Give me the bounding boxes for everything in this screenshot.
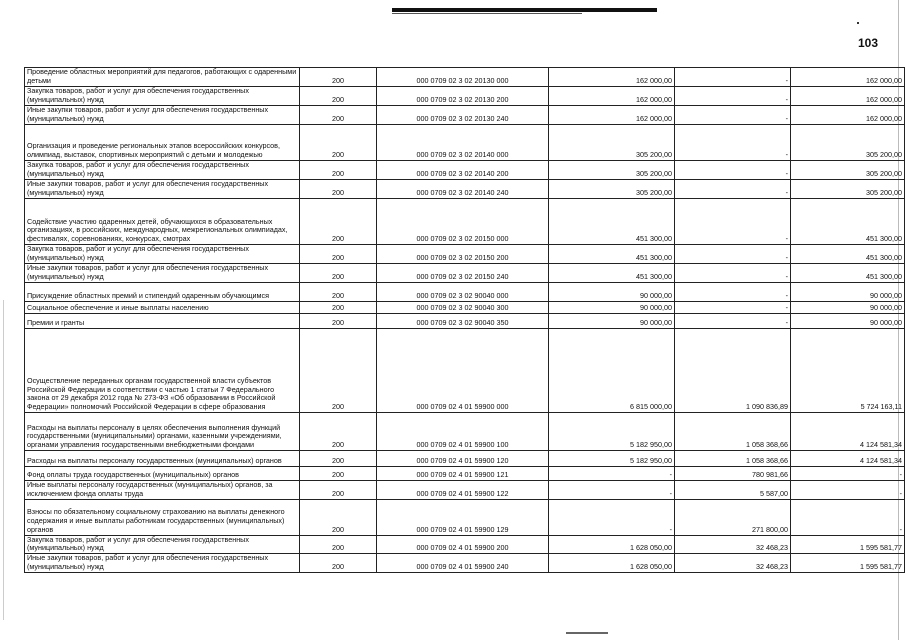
- row-classification-code: 000 0709 02 3 02 20150 000: [377, 199, 549, 245]
- row-executed-amount: -: [675, 283, 791, 302]
- row-approved-amount: 451 300,00: [549, 199, 675, 245]
- row-approved-amount: 305 200,00: [549, 161, 675, 180]
- scan-speck: [857, 22, 859, 24]
- row-executed-amount: -: [675, 106, 791, 125]
- budget-table: [24, 67, 905, 573]
- row-executed-amount: 271 800,00: [675, 499, 791, 535]
- row-code: 200: [300, 329, 377, 413]
- table-row: [25, 413, 905, 451]
- row-classification-code: 000 0709 02 3 02 20130 240: [377, 106, 549, 125]
- table-row: [25, 451, 905, 467]
- row-approved-amount: 5 182 950,00: [549, 451, 675, 467]
- row-unexecuted-amount: 4 124 581,34: [791, 413, 905, 451]
- table-row: [25, 302, 905, 314]
- row-classification-code: 000 0709 02 3 02 20150 200: [377, 245, 549, 264]
- table-row: [25, 554, 905, 573]
- row-classification-code: 000 0709 02 4 01 59900 129: [377, 499, 549, 535]
- row-code: 200: [300, 467, 377, 481]
- row-approved-amount: 1 628 050,00: [549, 554, 675, 573]
- row-code: 200: [300, 199, 377, 245]
- row-name: Осуществление переданных органам государственной власти субъектов Российской Федерации в соответствии с частью 1 статьи 7 Федерального закона от 29 декабря 2012 года № 273-ФЗ «Об образовании в Российской Федерации» полномочий Российской Федерации в сфере образования: [25, 329, 300, 413]
- table-row: [25, 125, 905, 161]
- row-classification-code: 000 0709 02 4 01 59900 240: [377, 554, 549, 573]
- row-classification-code: 000 0709 02 4 01 59900 000: [377, 329, 549, 413]
- table-row: [25, 87, 905, 106]
- row-approved-amount: 90 000,00: [549, 302, 675, 314]
- row-executed-amount: -: [675, 125, 791, 161]
- table-row: [25, 68, 905, 87]
- row-name: Расходы на выплаты персоналу государственных (муниципальных) органов: [25, 451, 300, 467]
- row-executed-amount: -: [675, 68, 791, 87]
- row-executed-amount: -: [675, 199, 791, 245]
- row-name: Закупка товаров, работ и услуг для обеспечения государственных (муниципальных) нужд: [25, 245, 300, 264]
- row-code: 200: [300, 481, 377, 500]
- row-name: Расходы на выплаты персоналу в целях обеспечения выполнения функций государственными (муниципальными) органами, казенными учреждениями, органами управления государственными внебюджетными фондами: [25, 413, 300, 451]
- row-code: 200: [300, 106, 377, 125]
- table-row: [25, 180, 905, 199]
- row-name: Присуждение областных премий и стипендий одаренным обучающимся: [25, 283, 300, 302]
- row-executed-amount: -: [675, 87, 791, 106]
- row-unexecuted-amount: 4 124 581,34: [791, 451, 905, 467]
- row-name: Проведение областных мероприятий для педагогов, работающих с одаренными детьми: [25, 68, 300, 87]
- row-unexecuted-amount: 305 200,00: [791, 161, 905, 180]
- row-code: 200: [300, 535, 377, 554]
- row-approved-amount: 1 628 050,00: [549, 535, 675, 554]
- row-name: Социальное обеспечение и иные выплаты населению: [25, 302, 300, 314]
- row-executed-amount: 1 058 368,66: [675, 413, 791, 451]
- page-number: 103: [858, 36, 879, 50]
- table-row: [25, 283, 905, 302]
- table-row: [25, 314, 905, 329]
- row-classification-code: 000 0709 02 4 01 59900 120: [377, 451, 549, 467]
- row-name: Содействие участию одаренных детей, обучающихся в образовательных организациях, в российских, международных, межрегиональных олимпиадах, фестивалях, соревнованиях, конкурсах, смотрах: [25, 199, 300, 245]
- table-row: [25, 161, 905, 180]
- row-unexecuted-amount: 162 000,00: [791, 68, 905, 87]
- table-row: [25, 535, 905, 554]
- row-code: 200: [300, 245, 377, 264]
- header-rule-thin: [392, 13, 582, 14]
- row-code: 200: [300, 302, 377, 314]
- table-row: [25, 481, 905, 500]
- footer-mark: [566, 632, 608, 634]
- table-row: [25, 245, 905, 264]
- row-approved-amount: 90 000,00: [549, 314, 675, 329]
- row-name: Иные закупки товаров, работ и услуг для обеспечения государственных (муниципальных) нужд: [25, 180, 300, 199]
- row-classification-code: 000 0709 02 3 02 20130 000: [377, 68, 549, 87]
- row-executed-amount: 780 981,66: [675, 467, 791, 481]
- row-executed-amount: -: [675, 161, 791, 180]
- header-rule: [392, 8, 657, 12]
- row-name: Закупка товаров, работ и услуг для обеспечения государственных (муниципальных) нужд: [25, 535, 300, 554]
- row-executed-amount: -: [675, 302, 791, 314]
- row-classification-code: 000 0709 02 4 01 59900 200: [377, 535, 549, 554]
- row-approved-amount: -: [549, 499, 675, 535]
- row-code: 200: [300, 451, 377, 467]
- row-code: 200: [300, 161, 377, 180]
- row-classification-code: 000 0709 02 3 02 20140 200: [377, 161, 549, 180]
- row-classification-code: 000 0709 02 3 02 90040 300: [377, 302, 549, 314]
- table-row: [25, 499, 905, 535]
- row-unexecuted-amount: 1 595 581,77: [791, 535, 905, 554]
- row-classification-code: 000 0709 02 3 02 20150 240: [377, 264, 549, 283]
- row-code: 200: [300, 125, 377, 161]
- row-code: 200: [300, 264, 377, 283]
- row-name: Фонд оплаты труда государственных (муниципальных) органов: [25, 467, 300, 481]
- row-classification-code: 000 0709 02 3 02 90040 000: [377, 283, 549, 302]
- row-executed-amount: -: [675, 245, 791, 264]
- row-code: 200: [300, 314, 377, 329]
- row-approved-amount: 162 000,00: [549, 106, 675, 125]
- row-name: Иные закупки товаров, работ и услуг для обеспечения государственных (муниципальных) нужд: [25, 106, 300, 125]
- row-name: Иные закупки товаров, работ и услуг для обеспечения государственных (муниципальных) нужд: [25, 264, 300, 283]
- row-name: Премии и гранты: [25, 314, 300, 329]
- row-code: 200: [300, 554, 377, 573]
- row-approved-amount: 451 300,00: [549, 264, 675, 283]
- row-unexecuted-amount: 90 000,00: [791, 314, 905, 329]
- row-classification-code: 000 0709 02 4 01 59900 100: [377, 413, 549, 451]
- row-unexecuted-amount: 305 200,00: [791, 125, 905, 161]
- row-name: Иные закупки товаров, работ и услуг для обеспечения государственных (муниципальных) нужд: [25, 554, 300, 573]
- row-executed-amount: 32 468,23: [675, 554, 791, 573]
- row-classification-code: 000 0709 02 4 01 59900 121: [377, 467, 549, 481]
- table-row: [25, 106, 905, 125]
- row-name: Иные выплаты персоналу государственных (муниципальных) органов, за исключением фонда оплаты труда: [25, 481, 300, 500]
- row-unexecuted-amount: 90 000,00: [791, 302, 905, 314]
- row-executed-amount: -: [675, 180, 791, 199]
- row-approved-amount: 6 815 000,00: [549, 329, 675, 413]
- row-unexecuted-amount: 305 200,00: [791, 180, 905, 199]
- row-executed-amount: 1 090 836,89: [675, 329, 791, 413]
- table-body: [25, 68, 905, 573]
- row-unexecuted-amount: 162 000,00: [791, 106, 905, 125]
- row-approved-amount: 90 000,00: [549, 283, 675, 302]
- row-unexecuted-amount: 451 300,00: [791, 264, 905, 283]
- row-unexecuted-amount: 1 595 581,77: [791, 554, 905, 573]
- row-approved-amount: 162 000,00: [549, 68, 675, 87]
- row-name: Закупка товаров, работ и услуг для обеспечения государственных (муниципальных) нужд: [25, 87, 300, 106]
- row-executed-amount: 1 058 368,66: [675, 451, 791, 467]
- row-name: Взносы по обязательному социальному страхованию на выплаты денежного содержания и иные выплаты работникам государственных (муниципальных) органов: [25, 499, 300, 535]
- row-classification-code: 000 0709 02 4 01 59900 122: [377, 481, 549, 500]
- row-code: 200: [300, 68, 377, 87]
- row-unexecuted-amount: -: [791, 499, 905, 535]
- row-unexecuted-amount: -: [791, 467, 905, 481]
- row-executed-amount: -: [675, 314, 791, 329]
- scan-edge-left: [3, 300, 4, 620]
- row-classification-code: 000 0709 02 3 02 20130 200: [377, 87, 549, 106]
- row-approved-amount: 305 200,00: [549, 125, 675, 161]
- row-unexecuted-amount: -: [791, 481, 905, 500]
- row-classification-code: 000 0709 02 3 02 90040 350: [377, 314, 549, 329]
- table-row: [25, 264, 905, 283]
- row-code: 200: [300, 87, 377, 106]
- row-unexecuted-amount: 162 000,00: [791, 87, 905, 106]
- row-approved-amount: 5 182 950,00: [549, 413, 675, 451]
- row-approved-amount: -: [549, 481, 675, 500]
- row-code: 200: [300, 413, 377, 451]
- row-approved-amount: 305 200,00: [549, 180, 675, 199]
- row-approved-amount: -: [549, 467, 675, 481]
- row-executed-amount: 5 587,00: [675, 481, 791, 500]
- row-unexecuted-amount: 90 000,00: [791, 283, 905, 302]
- row-unexecuted-amount: 451 300,00: [791, 199, 905, 245]
- table-row: [25, 467, 905, 481]
- row-classification-code: 000 0709 02 3 02 20140 240: [377, 180, 549, 199]
- row-classification-code: 000 0709 02 3 02 20140 000: [377, 125, 549, 161]
- row-unexecuted-amount: 451 300,00: [791, 245, 905, 264]
- row-executed-amount: -: [675, 264, 791, 283]
- row-name: Организация и проведение региональных этапов всероссийских конкурсов, олимпиад, выставок, спортивных мероприятий с детьми и молодежью: [25, 125, 300, 161]
- row-approved-amount: 451 300,00: [549, 245, 675, 264]
- row-executed-amount: 32 468,23: [675, 535, 791, 554]
- row-code: 200: [300, 180, 377, 199]
- row-code: 200: [300, 283, 377, 302]
- table-row: [25, 329, 905, 413]
- row-approved-amount: 162 000,00: [549, 87, 675, 106]
- row-name: Закупка товаров, работ и услуг для обеспечения государственных (муниципальных) нужд: [25, 161, 300, 180]
- table-row: [25, 199, 905, 245]
- row-code: 200: [300, 499, 377, 535]
- row-unexecuted-amount: 5 724 163,11: [791, 329, 905, 413]
